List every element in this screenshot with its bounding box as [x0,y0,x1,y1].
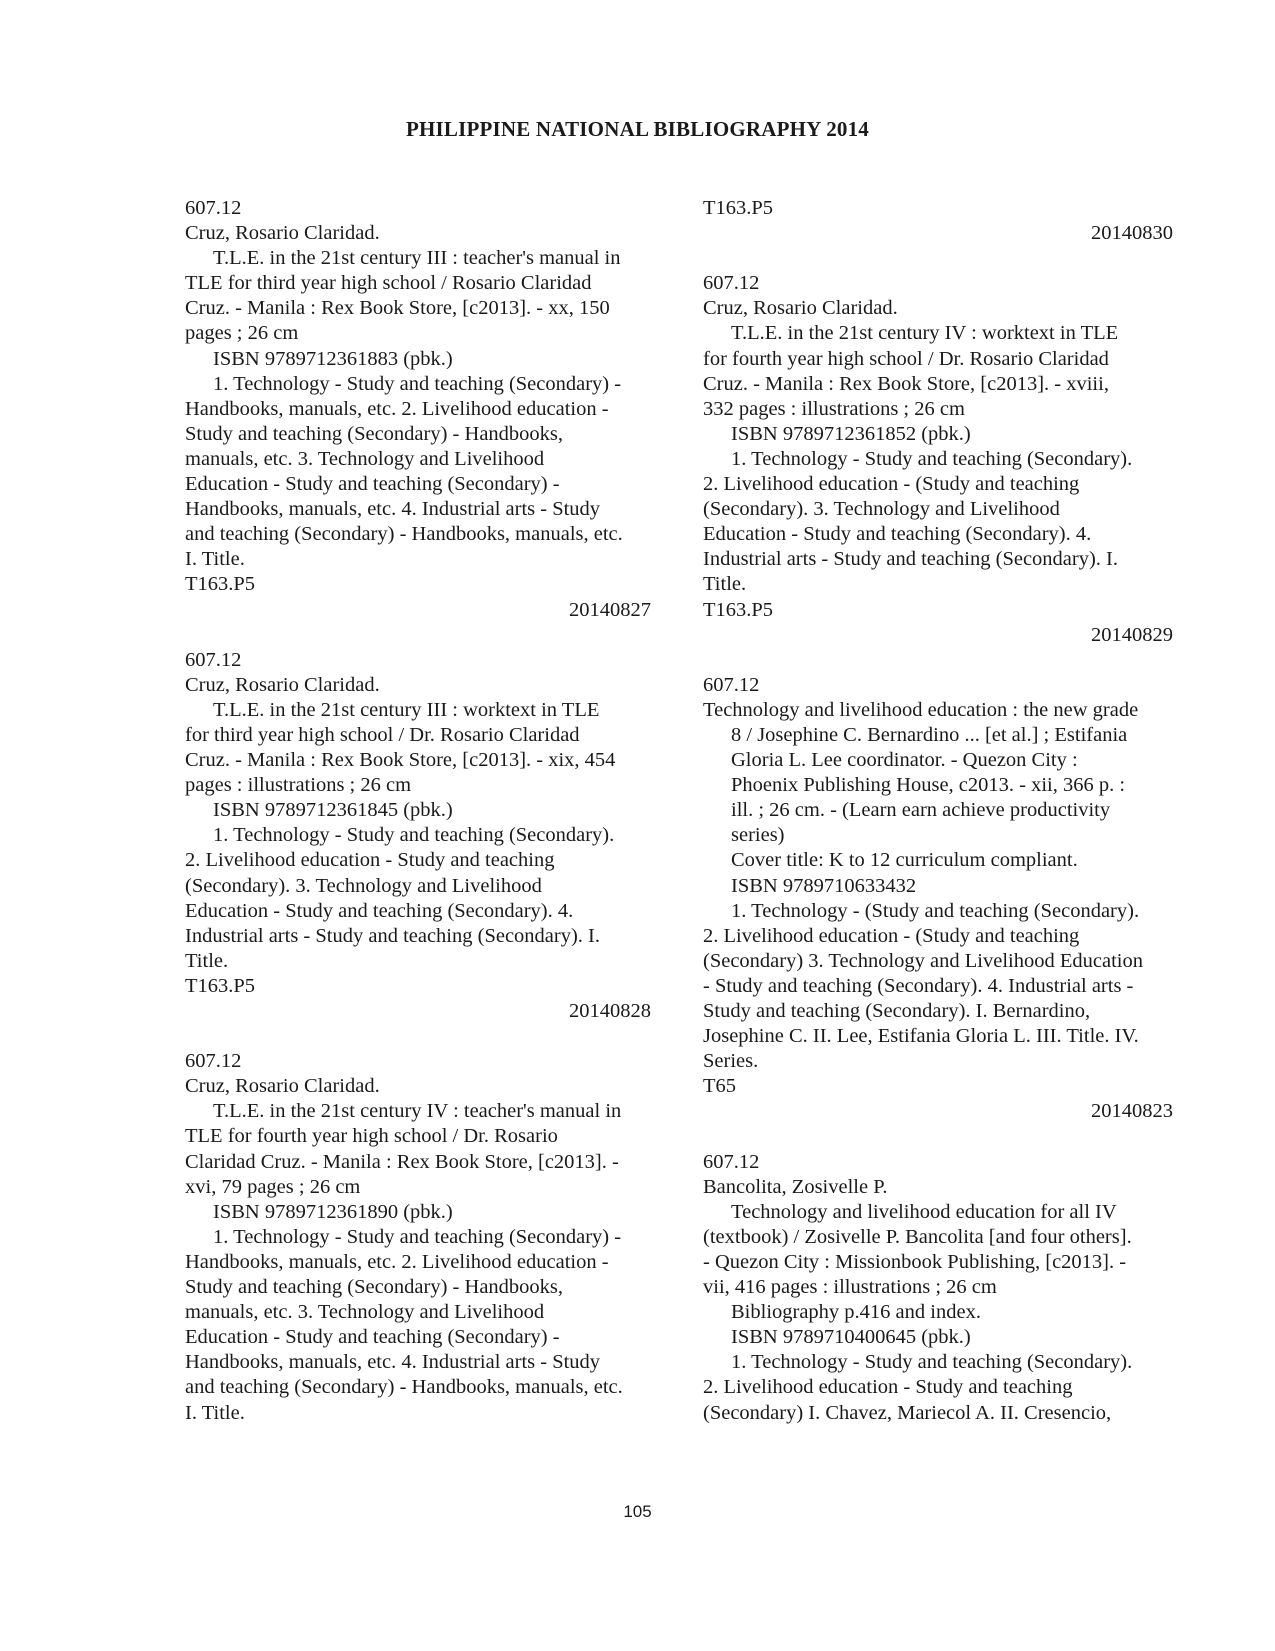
bibliography-line: Cruz, Rosario Claridad. [185,1075,380,1098]
bibliography-line: T163.P5 [185,573,256,596]
bibliography-line: (Secondary). 3. Technology and Livelihood [703,498,1060,521]
page-title: PHILIPPINE NATIONAL BIBLIOGRAPHY 2014 [405,117,870,141]
bibliography-line: 607.12 [703,673,760,696]
bibliography-line: Technology and livelihood education for all IV [731,1200,1117,1223]
right-column [703,196,1195,1426]
bibliography-line: Bancolita, Zosivelle P. [703,1175,888,1198]
entry-date: 20140823 [1091,1100,1173,1123]
entry-date: 20140829 [1091,623,1173,646]
bibliography-line: Bibliography p.416 and index. [731,1301,981,1324]
page-number: 105 [623,1502,652,1521]
bibliography-line: Education - Study and teaching (Secondary). 4. [703,523,1092,546]
bibliography-line: 607.12 [185,648,242,671]
bibliography-line: T.L.E. in the 21st century IV : worktext in TLE [731,322,1119,345]
bibliography-line: 2. Livelihood education - (Study and teaching [703,924,1080,947]
bibliography-line: Title. [703,573,747,596]
bibliography-line: ISBN 9789710400645 (pbk.) [731,1326,971,1349]
entry-separator [703,648,1195,673]
bibliography-line: 607.12 [185,197,242,219]
bibliography-line: Industrial arts - Study and teaching (Secondary). I. [703,548,1119,571]
bibliography-line: 2. Livelihood education - Study and teaching [185,849,555,872]
bibliography-line: T163.P5 [703,197,774,219]
bibliography-line: T163.P5 [703,598,774,621]
bibliography-line: Study and teaching (Secondary). I. Bernardino, [703,1000,1091,1022]
entry-separator [703,246,1195,271]
bibliography-line: ISBN 9789712361852 (pbk.) [731,422,971,445]
bibliography-line: 1. Technology - Study and teaching (Secondary) - [213,1225,622,1248]
bibliography-line: Education - Study and teaching (Secondary). 4. [185,899,574,922]
bibliography-line: Technology and livelihood education : the new grade [703,698,1139,721]
bibliography-line: I. Title. [185,1401,245,1424]
bibliography-line: Claridad Cruz. - Manila : Rex Book Store, [c2013]. - [185,1150,619,1173]
bibliography-line: T65 [703,1075,737,1098]
bibliography-line: (Secondary). 3. Technology and Livelihood [185,874,542,897]
bibliography-line: ISBN 9789712361845 (pbk.) [213,799,453,822]
bibliography-line: 1. Technology - Study and teaching (Secondary). [731,1351,1133,1374]
bibliography-line: Phoenix Publishing House, c2013. - xii, 366 p. : [731,774,1126,797]
bibliography-line: T.L.E. in the 21st century IV : teacher's manual in [213,1100,622,1123]
bibliography-line: T.L.E. in the 21st century III : teacher's manual in [213,247,621,270]
bibliography-line: 607.12 [703,272,760,295]
bibliography-line: ISBN 9789712361883 (pbk.) [213,347,453,370]
bibliography-line: ISBN 9789710633432 [731,874,917,897]
bibliography-line: Series. [703,1050,759,1073]
bibliography-line: 1. Technology - Study and teaching (Secondary). [731,447,1133,470]
bibliography-line: Cover title: K to 12 curriculum compliant. [731,849,1078,872]
bibliography-line: Cruz. - Manila : Rex Book Store, [c2013]. - xx, 150 [185,297,610,320]
bibliography-line: 607.12 [185,1050,242,1073]
bibliography-line: Education - Study and teaching (Secondary) - [185,473,560,496]
bibliography-line: and teaching (Secondary) - Handbooks, manuals, etc. [185,1376,623,1399]
bibliography-line: Industrial arts - Study and teaching (Secondary). I. [185,924,601,947]
bibliography-line: ill. ; 26 cm. - (Learn earn achieve productivity [731,799,1111,822]
bibliography-line: ISBN 9789712361890 (pbk.) [213,1200,453,1223]
bibliography-line: I. Title. [185,548,245,571]
bibliography-line: (Secondary) 3. Technology and Livelihood Education [703,949,1143,972]
bibliography-line: 2. Livelihood education - Study and teaching [703,1376,1073,1399]
bibliography-line: Gloria L. Lee coordinator. - Quezon City : [731,749,1078,772]
bibliography-line: 607.12 [703,1150,760,1173]
bibliography-line: 2. Livelihood education - (Study and teaching [703,473,1080,496]
bibliography-line: pages : illustrations ; 26 cm [185,774,412,797]
bibliography-line: Cruz, Rosario Claridad. [185,222,380,245]
bibliography-line: 8 / Josephine C. Bernardino ... [et al.] ; Estifania [731,723,1128,746]
entry-separator [703,1124,1195,1149]
bibliography-line: and teaching (Secondary) - Handbooks, manuals, etc. [185,523,623,546]
entry-separator [185,1024,673,1049]
left-column [185,196,673,1426]
bibliography-line: manuals, etc. 3. Technology and Livelihood [185,1301,545,1324]
bibliography-line: 1. Technology - Study and teaching (Secondary). [213,824,615,847]
bibliography-line: Cruz. - Manila : Rex Book Store, [c2013]. - xix, 454 [185,749,616,772]
bibliography-line: Handbooks, manuals, etc. 4. Industrial arts - Study [185,1351,601,1374]
bibliography-line: series) [731,824,785,847]
bibliography-line: TLE for third year high school / Rosario Claridad [185,272,592,295]
bibliography-line: 1. Technology - (Study and teaching (Secondary). [731,899,1140,922]
bibliography-line: Cruz. - Manila : Rex Book Store, [c2013]. - xviii, [703,372,1109,395]
entry-separator [185,623,673,648]
bibliography-line: - Study and teaching (Secondary). 4. Industrial arts - [703,974,1134,997]
bibliography-line: Education - Study and teaching (Secondary) - [185,1326,560,1349]
bibliography-line: Title. [185,949,229,972]
bibliography-line: vii, 416 pages : illustrations ; 26 cm [703,1276,997,1299]
bibliography-line: T.L.E. in the 21st century III : worktext in TLE [213,698,600,721]
bibliography-line: Study and teaching (Secondary) - Handbooks, [185,422,564,445]
bibliography-line: Handbooks, manuals, etc. 2. Livelihood education - [185,1250,609,1273]
bibliography-line: manuals, etc. 3. Technology and Livelihood [185,447,545,470]
bibliography-line: xvi, 79 pages ; 26 cm [185,1175,361,1198]
entry-date: 20140830 [1091,222,1173,245]
bibliography-line: - Quezon City : Missionbook Publishing, [c2013]. - [703,1250,1127,1273]
bibliography-line: Handbooks, manuals, etc. 2. Livelihood education - [185,397,609,420]
bibliography-line: TLE for fourth year high school / Dr. Rosario [185,1125,558,1148]
bibliography-line: (textbook) / Zosivelle P. Bancolita [and four others]. [703,1225,1132,1248]
bibliography-line: Josephine C. II. Lee, Estifania Gloria L. III. Title. IV. [703,1025,1139,1048]
bibliography-line: (Secondary) I. Chavez, Mariecol A. II. Cresencio, [703,1401,1112,1424]
bibliography-line: Study and teaching (Secondary) - Handbooks, [185,1276,564,1299]
bibliography-line: 1. Technology - Study and teaching (Secondary) - [213,372,622,395]
entry-date: 20140827 [569,598,651,621]
bibliography-line: Handbooks, manuals, etc. 4. Industrial arts - Study [185,498,601,521]
bibliography-line: T163.P5 [185,974,256,997]
entry-date: 20140828 [569,1000,651,1022]
bibliography-line: Cruz, Rosario Claridad. [703,297,898,320]
bibliography-line: for fourth year high school / Dr. Rosario Claridad [703,347,1109,370]
bibliography-line: Cruz, Rosario Claridad. [185,673,380,696]
bibliography-line: pages ; 26 cm [185,322,299,345]
bibliography-line: 332 pages : illustrations ; 26 cm [703,397,965,420]
bibliography-line: for third year high school / Dr. Rosario Claridad [185,723,580,746]
